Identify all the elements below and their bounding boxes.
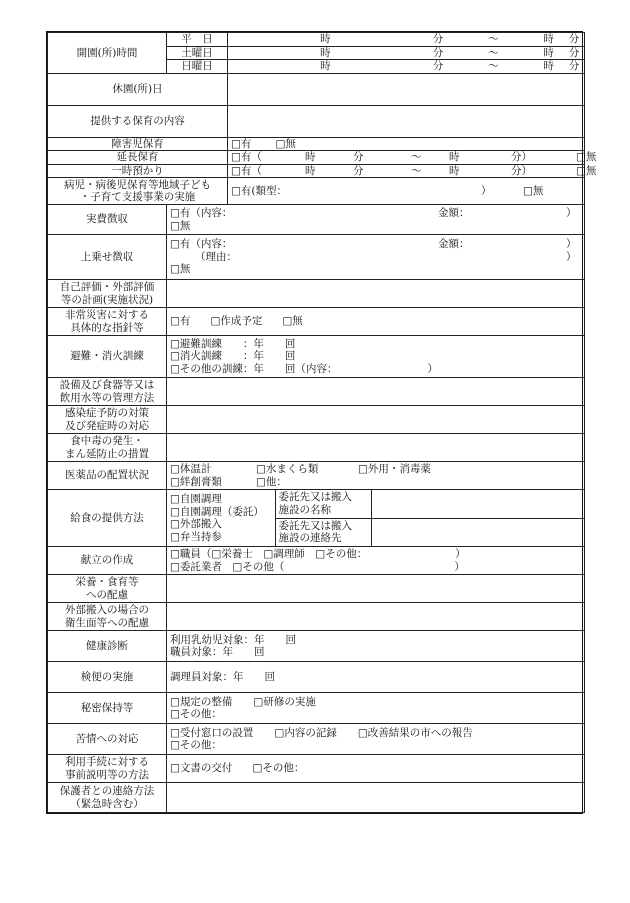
external-hygiene-field[interactable] [167,603,585,631]
form-table [47,32,597,813]
explanation-options [167,755,585,783]
privacy-options [167,693,585,724]
extended-care-label: 延長保育 [48,151,228,165]
drills-label: 避難・消火訓練 [48,336,167,378]
contractor-name-label: 委託先又は搬入 施設の名称 [275,490,371,518]
contractor-contact-label: 委託先又は搬入 施設の連絡先 [275,518,371,546]
disabled-care-label: 障害児保育 [48,137,228,151]
extended-care-options: □有（ 時 分 ～ 時 分） □無 [228,151,585,165]
menu-staff-checkbox[interactable]: □職員（□栄養士 □調理師 □その他： [170,548,368,560]
extra-cost-no-checkbox[interactable]: □無 [170,263,191,276]
privacy-rules-checkbox[interactable]: □規定の整備 □研修の実施 [170,695,316,708]
privacy-label: 秘密保持等 [48,693,167,724]
sunday-label: 日曜日 [167,60,228,74]
external-hygiene-label: 外部搬入の場合の 衛生面等への配慮 [48,603,167,631]
temp-care-options: □有（ 時 分 ～ 時 分） □無 [228,164,585,178]
sick-care-no-checkbox[interactable]: □無 [523,184,544,197]
sick-care-yes-checkbox[interactable]: □有(類型： [231,184,288,197]
disabled-care-yes-checkbox[interactable]: □有 [231,137,252,150]
evacuation-drill-checkbox[interactable]: □避難訓練 ：年 回 [170,337,296,350]
actual-cost-no-checkbox[interactable]: □無 [170,219,191,232]
hours-label: 開園(所)時間 [48,33,167,74]
extra-cost-options: □有（内容： 金額： ） （理由： ） □無 [167,235,585,280]
equipment-field[interactable] [167,378,585,406]
fire-drill-checkbox[interactable]: □消火訓練 ：年 回 [170,350,296,363]
medical-label: 医薬品の配置状況 [48,462,167,490]
complaints-options [167,724,585,755]
other-drill-checkbox[interactable]: □その他の訓練：年 回（内容： [170,362,338,375]
contractor-contact-field[interactable] [371,518,584,546]
document-delivery-checkbox[interactable]: □文書の交付 [170,762,233,775]
nutrition-label: 栄養・食育等 への配慮 [48,575,167,603]
actual-cost-yes-checkbox[interactable]: □有（内容： [170,207,233,219]
infection-field[interactable] [167,406,585,434]
meals-inner-table [167,490,584,546]
weekday-label: 平 日 [167,33,228,47]
stool-label: 検便の実施 [48,662,167,693]
explanation-other-checkbox[interactable]: □その他： [252,762,305,775]
guardian-field[interactable] [167,783,585,813]
contractor-name-field[interactable] [371,490,584,518]
weekday-hours-field[interactable]: 時 分 ～ 時 分 [228,33,585,47]
extra-cost-yes-checkbox[interactable]: □有（内容： [170,238,233,251]
actual-cost-options: □有（内容： 金額： ） □無 [167,205,585,235]
disaster-planned-checkbox[interactable]: □作成予定 [210,315,263,328]
complaints-other-checkbox[interactable]: □その他： [170,739,222,751]
meals-label: 給食の提供方法 [48,490,167,547]
packed-lunch-checkbox[interactable]: □弁当持参 [170,530,222,543]
disabled-care-no-checkbox[interactable]: □無 [275,137,296,150]
care-content-field[interactable] [228,105,585,137]
extended-care-yes-checkbox[interactable]: □有（ [231,151,262,163]
meals-method-list [167,490,275,546]
food-poison-field[interactable] [167,434,585,462]
health-label: 健康診断 [48,631,167,662]
medical-other-checkbox[interactable]: □他： [256,475,287,488]
menu-label: 献立の作成 [48,547,167,575]
saturday-label: 土曜日 [167,46,228,60]
care-content-label: 提供する保育の内容 [48,105,228,137]
health-field[interactable]: 利用乳幼児対象：年 回 職員対象：年 回 [167,631,585,662]
menu-contractor-checkbox[interactable]: □委託業者 □その他（ [170,560,285,573]
disaster-no-checkbox[interactable]: □無 [282,315,303,328]
disaster-yes-checkbox[interactable]: □有 [170,315,191,328]
closed-days-field[interactable] [228,73,585,105]
facility-info-form [46,31,597,814]
disaster-label: 非常災害に対する 具体的な指針等 [48,308,167,336]
ice-pillow-checkbox[interactable]: □水まくら類 [256,463,319,475]
food-poison-label: 食中毒の発生・ まん延防止の措置 [48,434,167,462]
privacy-other-checkbox[interactable]: □その他： [170,708,222,720]
disabled-care-options [228,137,585,151]
closed-days-label: 休園(所)日 [48,73,228,105]
medical-options [167,462,585,490]
complaints-label: 苦情への対応 [48,724,167,755]
explanation-label: 利用手続に対する 事前説明等の方法 [48,755,167,783]
saturday-hours-field[interactable]: 時 分 ～ 時 分 [228,46,585,60]
thermometer-checkbox[interactable]: □体温計 [170,463,212,475]
temp-care-label: 一時預かり [48,164,228,178]
nutrition-field[interactable] [167,575,585,603]
actual-cost-label: 実費徴収 [48,205,167,235]
external-delivery-checkbox[interactable]: □外部搬入 [170,518,222,530]
temp-care-yes-checkbox[interactable]: □有（ [231,164,262,177]
drills-options: □避難訓練 ：年 回 □消火訓練 ：年 回 □その他の訓練：年 回（内容： ） [167,336,585,378]
disaster-options [167,308,585,336]
disinfectant-checkbox[interactable]: □外用・消毒薬 [358,463,431,475]
menu-options: □職員（□栄養士 □調理師 □その他： ） □委託業者 □その他（ ） [167,547,585,575]
extra-cost-label: 上乗せ徴収 [48,235,167,280]
evaluation-field[interactable] [167,280,585,308]
extended-care-no-checkbox[interactable]: □無 [576,151,597,163]
evaluation-label: 自己評価・外部評価 等の計画(実施状況) [48,280,167,308]
in-house-outsourced-checkbox[interactable]: □自園調理（委託） [170,505,264,518]
sick-care-label: 病児・病後児保育等地域子ども ・子育て支援事業の実施 [48,178,228,205]
bandage-checkbox[interactable]: □絆創膏類 [170,475,222,488]
sick-care-options: □有(類型： ） □無 [228,178,585,205]
in-house-cooking-checkbox[interactable]: □自園調理 [170,493,222,505]
sunday-hours-field[interactable]: 時 分 ～ 時 分 [228,60,585,74]
complaints-desk-checkbox[interactable]: □受付窓口の設置 □内容の記録 □改善結果の市への報告 [170,726,473,739]
infection-label: 感染症予防の対策 及び発症時の対応 [48,406,167,434]
guardian-label: 保護者との連絡方法 （緊急時含む） [48,783,167,813]
equipment-label: 設備及び食器等又は 飲用水等の管理方法 [48,378,167,406]
temp-care-no-checkbox[interactable]: □無 [576,164,597,177]
meals-options [167,490,585,547]
stool-field[interactable]: 調理員対象：年 回 [167,662,585,693]
